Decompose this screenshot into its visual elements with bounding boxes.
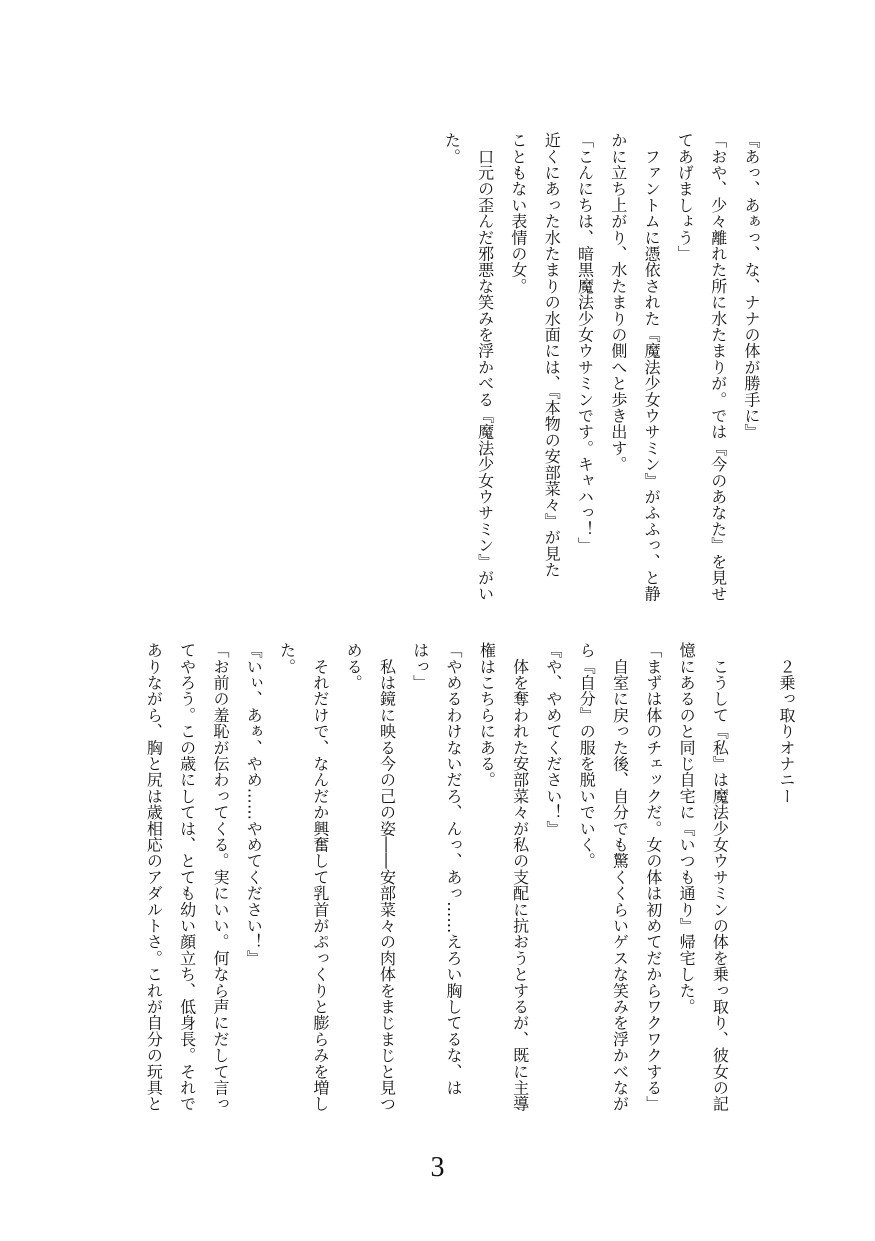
text-line: かに立ち上がり、水たまりの側へと歩き出す。 bbox=[608, 132, 628, 473]
text-line: 近くにあった水たまりの水面には、『本物の安部菜々』が見た bbox=[542, 132, 562, 578]
text-line: こうして『私』は魔法少女ウサミンの体を乗っ取り、彼女の記 bbox=[710, 642, 730, 1112]
text-line: 「やめるわけないだろ、んっ、あっ……えろい胸してるな、は bbox=[444, 642, 464, 1096]
text-line: た。 bbox=[277, 642, 297, 675]
page-number: 3 bbox=[430, 1152, 445, 1183]
blank-line bbox=[736, 642, 769, 1122]
text-line: 口元の歪んだ邪悪な笑みを浮かべる『魔法少女ウサミン』がい bbox=[475, 132, 495, 602]
text-line: ファントムに憑依された『魔法少女ウサミン』がふふっ、と静 bbox=[642, 132, 662, 602]
text-line: 憶にあるのと同じ自宅に『いつも通り』帰宅した。 bbox=[677, 642, 697, 1015]
text-line: 自室に戻った後、自分でも驚くくらいゲスな笑みを浮かべなが bbox=[610, 642, 630, 1112]
text-block-bottom bbox=[137, 642, 803, 1122]
text-line: 「おや、少々離れた所に水たまりが。では『今のあなた』を見せ bbox=[708, 132, 728, 602]
text-line: てやろう。この歳にしては、とても幼い顔立ち、低身長。それで bbox=[177, 642, 197, 1112]
text-line: 体を奪われた安部菜々が私の支配に抗おうとするが、既に主導 bbox=[510, 642, 530, 1112]
text-line: はっ」 bbox=[410, 642, 430, 691]
text-line: ら『自分』の服を脱いでいく。 bbox=[577, 642, 597, 869]
text-block-top bbox=[435, 132, 768, 612]
text-line: 『いぃ、あぁ、やめ……やめてください！』 bbox=[244, 642, 264, 966]
text-line: こともない表情の女。 bbox=[508, 132, 528, 294]
chapter-heading: ２乗っ取りオナニー bbox=[777, 642, 796, 804]
text-line: 権はこちらにある。 bbox=[477, 642, 497, 788]
text-line: た。 bbox=[442, 132, 462, 165]
text-line: 「まずは体のチェックだ。女の体は初めてだからワクワクする」 bbox=[643, 642, 663, 1112]
text-line: める。 bbox=[344, 642, 364, 691]
text-line: ありながら、胸と尻は歳相応のアダルトさ。これが自分の玩具と bbox=[144, 642, 164, 1112]
text-line: それだけで、なんだか興奮して乳首がぷっくりと膨らみを増し bbox=[310, 642, 330, 1112]
text-line: 私は鏡に映る今の己の姿――安部菜々の肉体をまじまじと見つ bbox=[377, 642, 397, 1112]
text-line: 『あっ、あぁっ、な、ナナの体が勝手に』 bbox=[742, 132, 761, 440]
text-line: 『や、やめてください！』 bbox=[543, 642, 563, 837]
text-line: てあげましょう」 bbox=[675, 132, 695, 262]
text-line: 「お前の羞恥が伝わってくる。実にいい。何なら声にだして言っ bbox=[210, 642, 230, 1112]
text-line: 「こんにちは、暗黒魔法少女ウサミンです。キャハっ！」 bbox=[575, 132, 595, 554]
